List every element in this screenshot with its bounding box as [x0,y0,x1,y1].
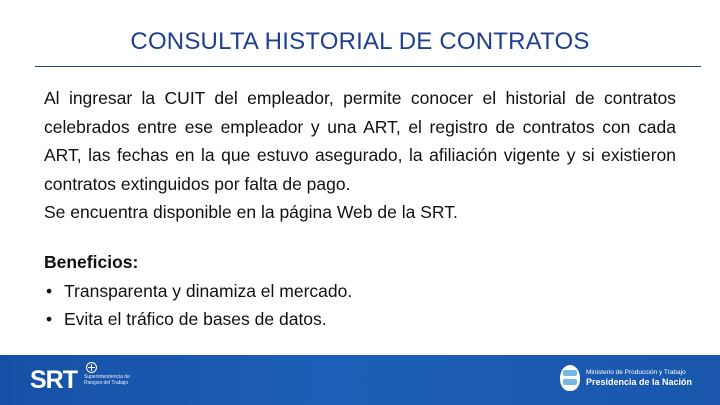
bullet-icon: • [46,309,53,329]
page-title: CONSULTA HISTORIAL DE CONTRATOS [130,28,590,55]
benefits-section [44,248,676,334]
benefits-list [44,277,676,334]
content-body [44,84,676,227]
benefit-item [44,305,676,334]
srt-logo-text: SRT [30,365,77,394]
benefit-text: Transparenta y dinamiza el mercado. [64,280,353,301]
ministry-text [586,369,692,388]
benefits-heading: Beneficios: [44,252,139,272]
srt-logo [30,363,132,397]
benefit-text: Evita el tráfico de bases de datos. [64,309,327,329]
benefit-item [44,277,676,306]
national-seal-icon [560,365,580,391]
availability-text: Se encuentra disponible en la página Web de la SRT. [44,202,458,222]
description-paragraph: Al ingresar la CUIT del empleador, permite conocer el historial de contratos celebrados entre ese empleador y una ART, el registro de contratos con cada ART, las fechas en la que estuvo asegurado, la afiliación vigente y si existieron contratos extinguidos por falta de pago. [44,88,676,194]
cross-icon [86,362,97,373]
presidency-name: Presidencia de la Nación [586,376,693,387]
title-divider [35,66,701,67]
ministry-name: Ministerio de Producción y Trabajo [586,368,686,376]
footer-bar [0,355,720,405]
srt-logo-subtext: Superintendencia de Riesgos del Trabajo [84,374,130,386]
ministry-logo [560,365,692,391]
bullet-icon: • [46,280,53,301]
